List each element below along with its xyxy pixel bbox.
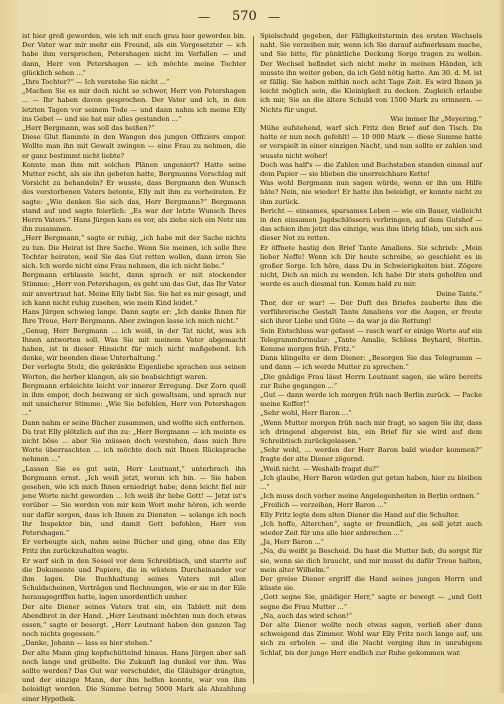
left-paragraph: Der verlegte Stolz, die gekränkte Eigenliebe sprachen aus seinen Worten, die herber klangen, als sie beabsichtigt waren. [22,363,246,381]
right-paragraph: „Ich glaube, Herr Baron würden gut getan haben, hier zu bleiben ...“ [260,473,482,491]
right-paragraph: „Ich muss doch vorher meine Angelegenheiten in Berlin ordnen.“ [260,492,480,501]
right-paragraph: Thor, der er war! — Der Duft des Briefes zauberte ihm die verführerische Gestalt Tante Amaliens vor die Augen, er freute sich ihrer Liebe und Güte — da war ja die Rettung! [260,298,482,326]
right-paragraph: „Sehr wohl, ... werden der Herr Baron bald wieder kommen?“ fragte der alte Diener zögernd. [260,446,482,464]
left-paragraph: Bergmann erblasste leicht, dann sprach er mit stockender Stimme: „Herr von Petershagen, es geht um das Gut, das Ihr Vater mir anvertraut hat. Meine Elly liebt Sie. Sie hat es mir gesagt, und ich kann nicht ruhig zusehen, wie mein Kind leidet.“ [22,271,246,307]
left-paragraph: Da trat Elly plötzlich auf ihn zu: „Herr Bergmann — ich meinte es nicht böse ... aber Sie müssen doch verstehen, dass mich Ihre Worte überraschten ... ich möchte doch mit Ihnen Rücksprache nehmen ...“ [22,427,246,464]
right-paragraph: Doch was half's — die Zahlen und Buchstaben standen einmal auf dem Papier — sie blieben die unerreichbare Kette! [260,160,482,179]
left-paragraph: Konnte man ihm mit solchen Plänen ungeniert? Hatte seine Mutter recht, als sie ihn gebeten hatte, Bergmanns Vorschlag mit Vorsicht zu behandeln? Er wusste, dass Bergmann den Wunsch des verstorbenen Vaters betonte, Elly mit ihm zu verheiraten. Er sagte: „Wie denken Sie sich das, Herr Bergmann?“ Bergmann stand auf und sagte feierlich: „Es war der letzte Wunsch Ihres Herrn Vaters.“ Hans Jürgen kam es vor, als ziehe sich ein Netz um ihn zusammen. [22,160,246,234]
right-paragraph: „Gott segne Sie, gnädiger Herr,“ sagte er bewegt — „und Gott segne die Frau Mutter ...“ [260,593,482,611]
right-paragraph: „Gut — dann werde ich morgen früh nach Berlin zurück. — Packe meine Koffer!“ [260,390,482,409]
left-paragraph: „Lassen Sie es gut sein, Herr Leutnant,“ unterbrach ihn Bergmann ernst. „Ich weiß jetzt, woran ich bin. — Sie haben gesehen, wie ich mich Ihnen erniedrigt habe; denn leicht fiel mir jene Worte nicht geworden ... Ich weiß ihr liebe Gott! — Jetzt ist's vorüber — Sie werden von mir kein Wort mehr hören, ich werde nur dafür sorgen, dass ich Ihnen zu Diensten — solange ich noch Ihr Inspektor bin, und damit Gott befohlen, Herr von Petershagen.“ [22,464,246,537]
left-paragraph: Diese Glut flammte in den Wangen des jungen Offiziers empor. Wollte man ihn mit Gewalt zwingen — eine Frau zu nehmen, die er ganz bestimmt nicht liebte? [22,133,246,160]
right-column [260,32,482,687]
left-paragraph: „Machen Sie es mir doch nicht so schwer, Herr von Petershagen ... — Ihr haben davon gesprochen. Der Vater und ich, in den letzten Tagen vor seinem Tode — und dann nahm ich meine Elly ins Gebet — und sie hat mir alles gestanden ...“ [22,87,246,123]
right-paragraph: Was wohl Bergmann nun sagen würde, wenn er ihn um Hilfe bäte? Nein, nie wieder! Er hatte ihn beleidigt, er konnte nicht zu ihm zurück. [260,179,482,206]
left-paragraph: Der alte Mann ging kopfschüttelnd hinaus. Hans Jürgen aber saß noch lange und grübelte. Die Zukunft lag dunkel vor ihm. Was sollte werden? Das Gut war verschuldet, die Gläubiger drängten, und der einzige Mann, der ihm helfen konnte, war von ihm beleidigt worden. Die Summe betrug 5000 Mark als Abzahlung einer Hypothek. [22,648,246,703]
right-paragraph: Mühe aufstehend, warf sich Fritz den Brief auf den Tisch. Da hatte er nun noch gefehlt! — 10 000 Mark — diese Summe hatte er verspielt in einer einzigen Nacht, und nun sollte er zahlen und wusste nicht woher! [260,124,482,160]
right-paragraph: Bericht — einsames, sparsames Leben — wie ein Bauer, vielleicht in den einsamen Jagdschlössern verbringen, auf dem Gutshof — das schien ihm jetzt das einzige, was ihm übrig blieb, um sich aus dieser Not zu retten. [260,206,482,243]
right-paragraph: Wie immer Ihr „Meyering.“ [390,114,482,123]
right-paragraph: „Na, auch das wird schon!“ [260,611,352,620]
page-edge-shadow [498,0,504,693]
right-paragraph: „Freilich — verzeihen, Herr Baron ...“ [260,501,387,510]
left-paragraph: Er warf sich in den Sessel vor dem Schreibtisch, und starrte auf die Dokumente und Papiere, die in wüstem Durcheinander vor ihm lagen. Die Buchhaltung seines Vaters mit allen Schuldscheinen, Verträgen und Rechnungen, wie er sie in der Eile herausgegriffen hatte, lagen unordentlich umher. [22,556,246,602]
right-paragraph: „Sehr wohl, Herr Baron ...“ [260,409,352,418]
left-paragraph: Er verbeugte sich, nahm seine Bücher und ging, ohne das Elly Fritz ihn zurückzuhalten wagte. [22,538,246,556]
right-paragraph: Spielschuld gegeben, der Fälligkeitstermin des ersten Wechsels naht. Sie verzeihen mir, wenn ich Sie darauf aufmerksam mache, und Sie bitte, für pünktliche Deckung Sorge tragen zu wollen. Der Wechsel befindet sich nicht mehr in meinen Händen, ich musste ihn weiter geben, da ich Geld nötig hatte. Am 30. d. M. ist er fällig. Sie haben mithin noch acht Tage Zeit. Es wird Ihnen ja leicht möglich sein, die Kleinigkeit zu decken. Zugleich erlaube ich mir, Sie an die ältere Schuld von 1500 Mark zu erinnern. — Nichts für ungut. [260,32,482,114]
left-paragraph: Hans Jürgen schwieg lange. Dann sagte er: „Ich danke Ihnen für Ihre Treue, Herr Bergmann. Aber zwingen lasse ich mich nicht.“ [22,308,246,326]
header-dash-left: — [198,10,211,24]
right-paragraph: „Weiß nicht. — Weshalb fragst du?“ [260,464,380,473]
right-paragraph: „Ja, Herr Baron ...“ [260,538,325,547]
left-paragraph: Dann nahm er seine Bücher zusammen, und wollte sich entfernen. [22,418,246,427]
right-paragraph: Deine Tante.“ [436,289,482,298]
right-paragraph: Er öffnete hastig den Brief Tante Amaliens. Sie schrieb: „Mein lieber Neffe! Wenn ich Dir heute schreibe, so geschieht es in großer Sorge. Ich höre, dass Du in Schwierigkeiten bist. Zögere nicht, Dich an mich zu wenden. Ich habe Dir stets geholfen und werde es auch diesmal tun. Komm bald zu mir. [260,243,482,289]
left-paragraph: Der alte Diener seines Vaters trat ein, ein Tablett mit dem Abendbrot in der Hand. „Herr Leutnant möchten nun doch etwas essen,“ sagte er besorgt. „Herr Leutnant haben den ganzen Tag noch nichts gegessen.“ [22,602,246,639]
page-number: 570 [232,9,257,24]
right-paragraph: „Wenn Mutter morgen früh nach mir fragt, so sagen Sie ihr, dass ich dringend abgereist bin, ein Brief für sie wird auf dem Schreibtisch zurückgelassen.“ [260,418,482,445]
left-paragraph: „Herr Bergmann,“ sagte er ruhig, „ich habe mit der Sache nichts zu tun. Die Heirat ist Ihre Sache. Wenn Sie meinen, ich solle Ihre Tochter heiraten, weil Sie das Gut retten wollen, dann irren Sie sich. Ich werde nicht eine Frau nehmen, die ich nicht liebe.“ [22,234,246,271]
left-paragraph: „Herr Bergmann, was soll das heißen?“ [22,124,155,133]
left-paragraph: „Danke, Johann — lass es hier stehen.“ [22,639,153,648]
header-dash-right: — [268,10,281,24]
left-paragraph: „Genug, Herr Bergmann ... ich weiß, in der Tat nicht, was ich Ihnen antworten soll. Was Sie mit meinem Vater abgemacht haben, ist in dieser Hinsicht für mich nicht maßgebend. Ich denke, wir beenden diese Unterhaltung.“ [22,326,246,363]
page-header [0,4,504,32]
right-paragraph: „Na, du weißt ja Bescheid. Du hast die Mutter lieb, du sorgst für sie, wenn sie dich braucht, und mir musst du dafür Treue halten, mein alter Wilhelm.“ [260,547,482,574]
right-paragraph: „Die gnädige Frau lässt Herrn Leutnant sagen, sie wäre bereits zur Ruhe gegangen ...“ [260,372,482,390]
right-paragraph: „Ich hoffe, Alterchen“, sagte er freundlich, „es soll jetzt auch wieder Zeit für uns alle hier anbrechen ...“ [260,519,482,537]
right-paragraph: Dann klingelte er dem Diener: „Besorgen Sie das Telegramm — und dann — ich werde Mutter zu sprechen.“ [260,354,482,372]
left-column [22,32,246,703]
left-paragraph: ist hier groß geworden, wie ich mit euch grau hier geworden bin. Der Vater war mir mehr ein Freund, als ein Vorgesetzter — ich habe ihm versprochen, Petershagen nicht im Verfallen — und dann, Herr von Petershagen — ich möchte meine Tochter glücklich sehen ...“ [22,32,246,77]
left-paragraph: „Ihre Tochter?“ — Ich verstehe Sie nicht ...“ [22,78,170,87]
text-columns [22,32,492,703]
right-paragraph: Elly Fritz legte dem alten Diener die Hand auf die Schulter. [260,510,460,519]
left-paragraph: Bergmann erbleichte leicht vor innerer Erregung. Der Zorn quoll in ihm empor, doch bezwang er sich gewaltsam, und sprach nur mit unsicherer Stimme: „Wie Sie befehlen, Herr von Petershagen ...“ [22,381,246,418]
right-paragraph: Der alte Diener wollte noch etwas sagen, verließ aber dann schweigend das Zimmer. Wohl war Elly Fritz noch lange auf, um sich zu erholen — und die Nacht verging ihm in unruhigem Schlaf, bis der junge Herr endlich zur Ruhe gekommen war. [260,621,482,657]
right-paragraph: Der greise Diener ergriff die Hand seines jungen Herrn und küsste sie. [260,574,482,593]
right-paragraph: Sein Entschluss war gefasst — rasch warf er einige Worte auf ein Telegrammformular: „Tante Amalie, Schloss Beyhard, Stettin. Komme morgen früh. Fritz.“ [260,326,482,353]
